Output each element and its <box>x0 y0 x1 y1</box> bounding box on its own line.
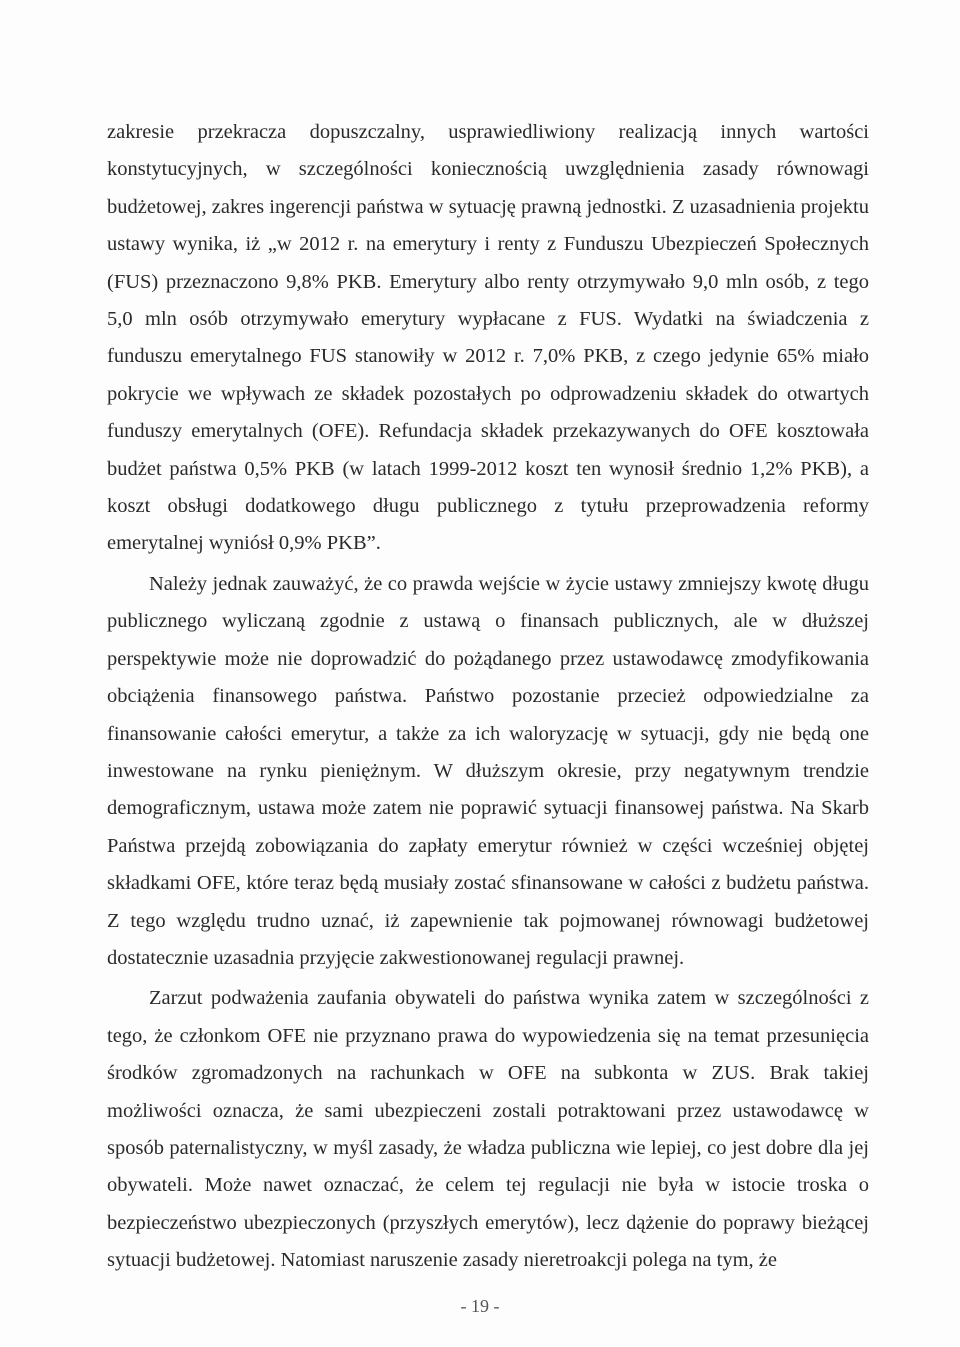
page-number: - 19 - <box>460 1296 500 1316</box>
body-text <box>107 114 869 1280</box>
paragraph-3: Zarzut podważenia zaufania obywateli do państwa wynika zatem w szczególności z tego, że członkom OFE nie przyznano prawa do wypowiedzenia się na temat przesunięcia środków zgromadzonych na rachunkach w OFE na subkonta w ZUS. Brak takiej możliwości oznacza, że sami ubezpieczeni zostali potraktowani przez ustawodawcę w sposób paternalistyczny, w myśl zasady, że władza publiczna wie lepiej, co jest dobre dla jej obywateli. Może nawet oznaczać, że celem tej regulacji nie była w istocie troska o bezpieczeństwo ubezpieczonych (przyszłych emerytów), lecz dążenie do poprawy bieżącej sytuacji budżetowej. Natomiast naruszenie zasady nieretroakcji polega na tym, że <box>107 987 869 1272</box>
paragraph-1: zakresie przekracza dopuszczalny, usprawiedliwiony realizacją innych wartości konstytucyjnych, w szczególności koniecznością uwzględnienia zasady równowagi budżetowej, zakres ingerencji państwa w sytuację prawną jednostki. Z uzasadnienia projektu ustawy wynika, iż „w 2012 r. na emerytury i renty z Funduszu Ubezpieczeń Społecznych (FUS) przeznaczono 9,8% PKB. Emerytury albo renty otrzymywało 9,0 mln osób, z tego 5,0 mln osób otrzymywało emerytury wypłacane z FUS. Wydatki na świadczenia z funduszu emerytalnego FUS stanowiły w 2012 r. 7,0% PKB, z czego jedynie 65% miało pokrycie we wpływach ze składek pozostałych po odprowadzeniu składek do otwartych funduszy emerytalnych (OFE). Refundacja składek przekazywanych do OFE kosztowała budżet państwa 0,5% PKB (w latach 1999-2012 koszt ten wynosił średnio 1,2% PKB), a koszt obsługi dodatkowego długu publicznego z tytułu przeprowadzenia reformy emerytalnej wyniósł 0,9% PKB”. <box>107 121 869 555</box>
paragraph-2: Należy jednak zauważyć, że co prawda wejście w życie ustawy zmniejszy kwotę długu publicznego wyliczaną zgodnie z ustawą o finansach publicznych, ale w dłuższej perspektywie może nie doprowadzić do pożądanego przez ustawodawcę zmodyfikowania obciążenia finansowego państwa. Państwo pozostanie przecież odpowiedzialne za finansowanie całości emerytur, a także za ich waloryzację w sytuacji, gdy nie będą one inwestowane na rynku pieniężnym. W dłuższym okresie, przy negatywnym trendzie demograficznym, ustawa może zatem nie poprawić sytuacji finansowej państwa. Na Skarb Państwa przejdą zobowiązania do zapłaty emerytur również w części wcześniej objętej składkami OFE, które teraz będą musiały zostać sfinansowane w całości z budżetu państwa. Z tego względu trudno uznać, iż zapewnienie tak pojmowanej równowagi budżetowej dostatecznie uzasadnia przyjęcie zakwestionowanej regulacji prawnej. <box>107 572 869 969</box>
